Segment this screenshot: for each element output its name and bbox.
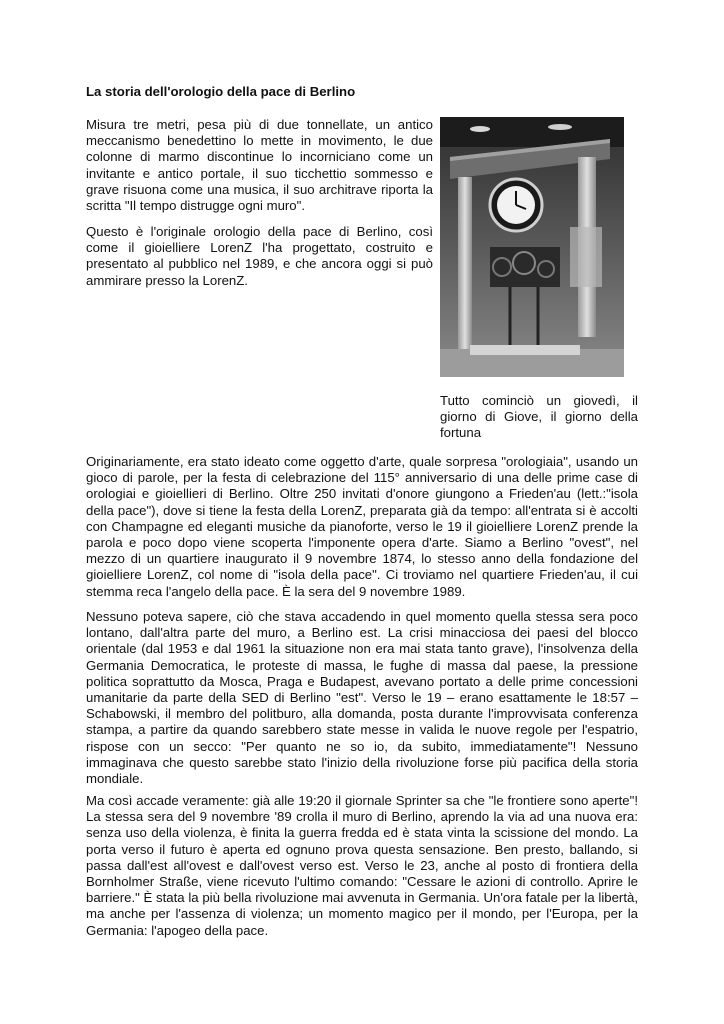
- paragraph-2: Questo è l'originale orologio della pace di Berlino, così come il gioielliere LorenZ l'ha progettato, costruito e presentato al pubblico nel 1989, e che ancora oggi si può ammirare presso la LorenZ.: [86, 224, 433, 288]
- paragraph-3: Originariamente, era stato ideato come oggetto d'arte, quale sorpresa "orologiaia", usando un gioco di parole, per la festa di celebrazione del 115° anniversario di una delle prime case di orologiai e gioiellieri di Berlino. Oltre 250 invitati d'onore giungono a Frieden'au (lett.:"isola della pace"), dove si tiene la festa della LorenZ, preparata già da tempo: all'entrata si è accolti con Champagne ed eleganti musiche da pianoforte, verso le 19 il gioielliere LorenZ prende la parola e poco dopo viene scoperta l'imponente opera d'arte. Siamo a Berlino "ovest", nel mezzo di un quartiere inaugurato il 9 novembre 1874, lo stesso anno della fondazione del gioielliere LorenZ, col nome di "isola della pace". Ci troviamo nel quartiere Frieden'au, il cui stemma reca l'angelo della pace. È la sera del 9 novembre 1989.: [86, 454, 638, 599]
- paragraph-5: Ma così accade veramente: già alle 19:20 il giornale Sprinter sa che "le frontiere sono aperte"! La stessa sera del 9 novembre '89 crolla il muro di Berlino, aprendo la via ad una nuova era: senza uso della violenza, è finita la guerra fredda ed è stata vinta la scissione del mondo. La porta verso il futuro è aperta ed ognuno prova questa sensazione. Ben presto, ballando, si passa dall'est all'ovest e dall'ovest verso est. Verso le 23, anche al posto di frontiera della Bornholmer Straße, viene ricevuto l'ultimo comando: "Cessare le azioni di controllo. Aprire le barriere." È stata la più bella rivoluzione mai avvenuta in Germania. Un'ora fatale per la libertà, ma anche per l'assenza di violenza; un momento magico per il mondo, per l'Europa, per la Germania: l'apogeo della pace.: [86, 793, 638, 938]
- document-title: La storia dell'orologio della pace di Berlino: [86, 84, 356, 99]
- paragraph-4: Nessuno poteva sapere, ciò che stava accadendo in quel momento quella stessa sera poco lontano, dall'altra parte del muro, a Berlino est. La crisi minacciosa dei paesi del blocco orientale (dal 1953 e dal 1961 la situazione non era mai stata tanto grave), l'insolvenza della Germania Democratica, le proteste di massa, le fughe di massa dal paese, la pressione politica soprattutto da Mosca, Praga e Budapest, avevano portato a delle prime concessioni umanitarie da parte della SED di Berlino "est". Verso le 19 – erano esattamente le 18:57 – Schabowski, il membro del politburo, alla domanda, posta durante l'improvvisata conferenza stampa, a partire da quando sarebbero state messe in valida le nuove regole per l'espatrio, rispose con un secco: "Per quanto ne so io, da subito, immediatamente"! Nessuno immaginava che questo sarebbe stato l'inizio della rivoluzione forse più pacifica della storia mondiale.: [86, 609, 638, 787]
- paragraph-1: Misura tre metri, pesa più di due tonnellate, un antico meccanismo benedettino lo mette in movimento, le due colonne di marmo discontinue lo incorniciano come un invitante e antico portale, il suo ticchettio sommesso e grave risuona come una musica, il suo architrave riporta la scritta "Il tempo distrugge ogni muro".: [86, 117, 433, 214]
- clock-photo: [440, 117, 624, 377]
- photo-caption: Tutto cominciò un giovedì, il giorno di Giove, il giorno della fortuna: [440, 393, 638, 441]
